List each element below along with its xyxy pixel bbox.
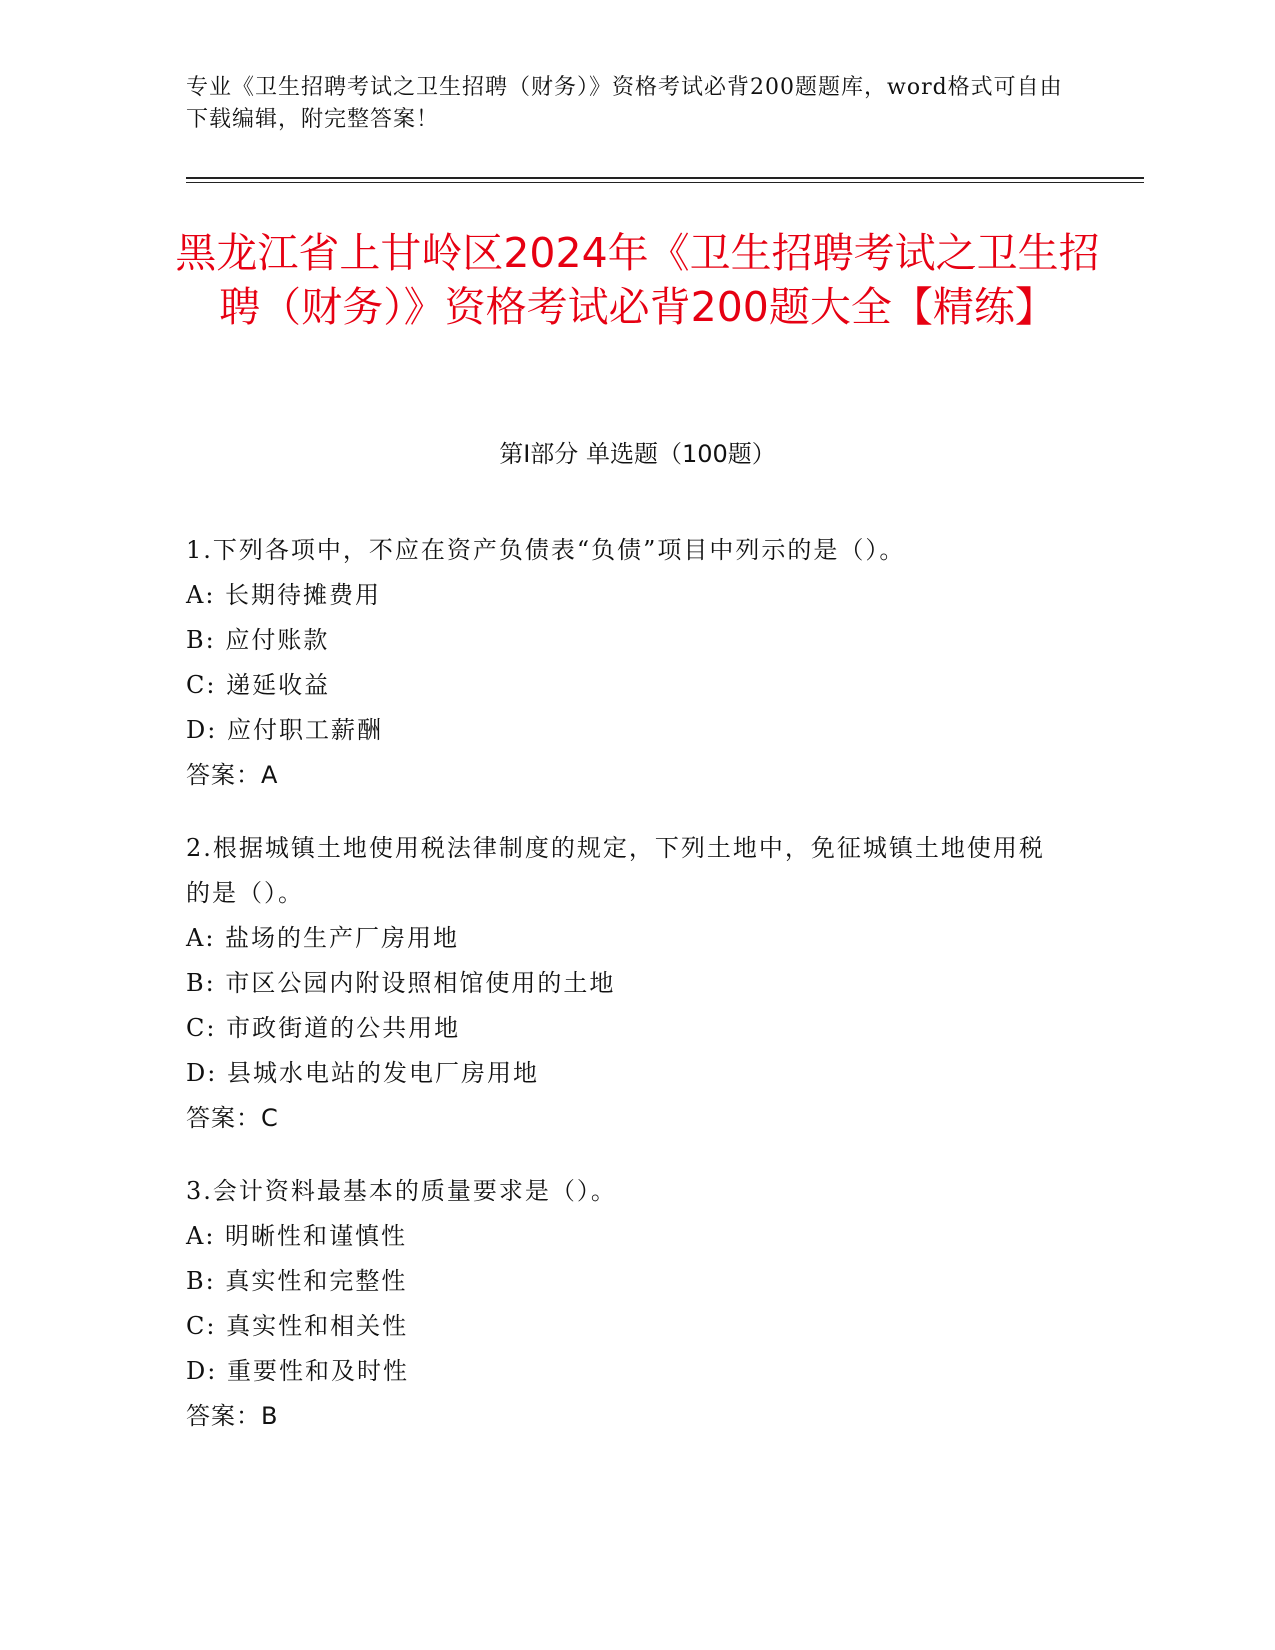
option-c: C: 递延收益 (186, 671, 331, 699)
question-2 (186, 826, 1066, 1141)
option-b: B: 市区公园内附设照相馆使用的土地 (186, 969, 616, 997)
question-list (186, 528, 1066, 1467)
option-a: A: 盐场的生产厂房用地 (186, 924, 460, 952)
question-1 (186, 528, 1066, 798)
option-d: D: 重要性和及时性 (186, 1357, 409, 1385)
option-c: C: 真实性和相关性 (186, 1312, 409, 1340)
question-stem: 3.会计资料最基本的质量要求是（）。 (186, 1177, 617, 1205)
section-title: 第Ⅰ部分 单选题（100题） (499, 440, 776, 468)
option-b: B: 真实性和完整性 (186, 1267, 408, 1295)
header-note: 专业《卫生招聘考试之卫生招聘（财务）》资格考试必背200题题库，word格式可自由下载编辑，附完整答案！ (186, 75, 1063, 132)
option-d: D: 应付职工薪酬 (186, 716, 383, 744)
answer: 答案：B (186, 1402, 279, 1430)
option-b: B: 应付账款 (186, 626, 330, 654)
option-d: D: 县城水电站的发电厂房用地 (186, 1059, 539, 1087)
option-a: A: 明晰性和谨慎性 (186, 1222, 408, 1250)
question-stem: 2.根据城镇土地使用税法律制度的规定，下列土地中，免征城镇土地使用税的是（）。 (186, 834, 1045, 907)
question-3 (186, 1169, 1066, 1439)
header-divider-thin (186, 182, 1144, 183)
question-stem: 1.下列各项中，不应在资产负债表“负债”项目中列示的是（）。 (186, 536, 906, 564)
header-divider-thick (186, 177, 1144, 179)
answer: 答案：A (186, 761, 279, 789)
option-a: A: 长期待摊费用 (186, 581, 382, 609)
answer: 答案：C (186, 1104, 279, 1132)
option-c: C: 市政街道的公共用地 (186, 1014, 461, 1042)
document-title: 黑龙江省上甘岭区2024年《卫生招聘考试之卫生招聘（财务）》资格考试必背200题大全【精练】 (175, 229, 1100, 331)
